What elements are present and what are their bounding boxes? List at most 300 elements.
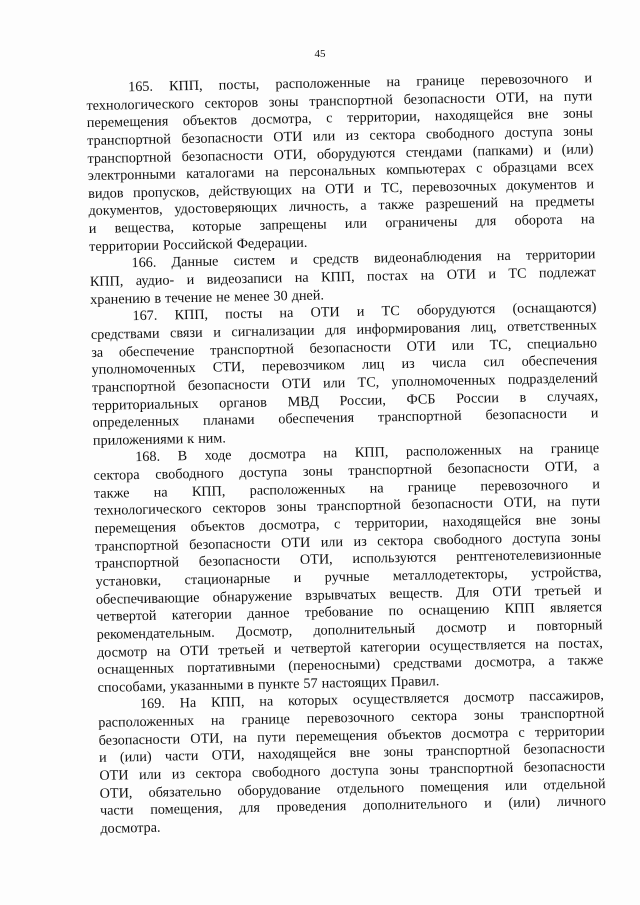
word: границе (407, 478, 457, 496)
word: помещения (419, 778, 489, 796)
word: территории, (354, 514, 429, 532)
word: приложениями (92, 431, 184, 449)
word: секторов (212, 500, 266, 518)
word: КПП, (210, 694, 245, 712)
word: КПП, (191, 483, 226, 500)
word: ОТИ (280, 534, 311, 551)
word: оснащению (418, 601, 490, 619)
word: ограничены (385, 214, 458, 232)
word: ОТИ, (503, 494, 537, 512)
word: аудио- (135, 272, 175, 290)
word: а (548, 653, 555, 670)
word: с (333, 516, 341, 533)
word: каталогами (186, 164, 255, 183)
word: КПП, (89, 273, 124, 291)
word: находящейся (434, 107, 514, 125)
word: категории (171, 606, 232, 624)
word: также (567, 652, 604, 669)
word: подразделений (507, 370, 598, 388)
word: на (369, 480, 384, 497)
word: осуществляется (429, 636, 526, 655)
word: лиц, (470, 319, 497, 336)
word: и (186, 272, 195, 289)
word: веществ. (389, 584, 443, 602)
word: 169. (139, 696, 165, 713)
word: безопасности (309, 338, 392, 357)
word: постах, (558, 634, 604, 652)
word: случаях, (546, 387, 599, 405)
word: личность, (289, 198, 349, 216)
word: зоны (302, 463, 333, 481)
word: территории (525, 246, 596, 264)
word: досмотра, (474, 653, 536, 671)
word: сектора (369, 126, 416, 144)
word: посты (225, 305, 263, 323)
word: ОТИ, (190, 730, 224, 747)
word: технологического (86, 95, 195, 114)
word: четвертой (290, 639, 352, 657)
word: территории (89, 237, 160, 255)
word: специально (526, 334, 598, 353)
word: безопасности (403, 89, 486, 108)
word: Для (455, 584, 480, 601)
word: ОТИ (281, 375, 311, 393)
word: указанными (169, 676, 244, 695)
word: границе (241, 711, 291, 729)
word: досмотра. (100, 819, 161, 837)
word: 168. (135, 449, 161, 466)
word: Данные (171, 253, 219, 271)
word: посты, (218, 76, 260, 94)
word: на (153, 484, 168, 501)
word: 165. (127, 78, 154, 96)
word: из (401, 355, 415, 373)
word: устройства, (530, 564, 602, 582)
document-body (86, 70, 606, 838)
word: третьей (218, 641, 265, 659)
word: на (539, 88, 554, 105)
word: в (519, 389, 527, 406)
word: и (543, 141, 552, 158)
word: и (273, 640, 282, 657)
word: или (451, 337, 475, 354)
word: перевозочного (306, 709, 395, 727)
word: документов (506, 176, 577, 194)
page-number: 45 (314, 48, 326, 60)
word: перемещения (295, 727, 378, 745)
word: на (534, 635, 550, 652)
word: вне (349, 745, 371, 762)
word: КПП, (320, 268, 355, 286)
word: на (279, 305, 294, 322)
word: и (592, 475, 600, 493)
word: а (593, 458, 600, 475)
word: используются (352, 549, 437, 568)
word: хранению (90, 290, 151, 308)
word: транспортной (316, 497, 401, 516)
word: Федерации. (236, 234, 308, 252)
word: Российской (162, 235, 233, 254)
word: обязательно (148, 783, 222, 801)
word: В (177, 448, 188, 465)
word: безопасности (98, 731, 181, 749)
word: транспортной (426, 742, 511, 760)
word: безопасности (181, 129, 263, 148)
word: на (294, 269, 309, 287)
word: транспортной (348, 461, 433, 480)
word: свободного (425, 125, 495, 143)
word: На (179, 695, 197, 712)
word: на (420, 267, 435, 284)
word: 166. (131, 255, 157, 272)
word: из (345, 127, 360, 144)
word: ТС (381, 303, 400, 320)
word: транспортной (87, 131, 172, 149)
word: на (232, 729, 248, 746)
word: менее (233, 288, 270, 305)
word: образцами (492, 159, 558, 177)
word: документов, (88, 202, 163, 220)
word: доступа (512, 529, 561, 547)
word: повторный (536, 617, 603, 635)
word: и (507, 618, 516, 635)
word: а (360, 198, 367, 215)
word: из (353, 533, 367, 550)
word: и (356, 304, 365, 321)
word: в (154, 290, 162, 307)
word: сил (483, 354, 505, 371)
word: на (301, 181, 316, 198)
word: России, (339, 391, 387, 409)
word: перевозочных (411, 177, 497, 196)
word: Правил. (390, 673, 440, 691)
word: безопасности (198, 552, 281, 571)
word: на (509, 195, 524, 212)
word: ОТИ (406, 337, 437, 355)
word: (переносными) (288, 656, 381, 675)
word: секторов (204, 94, 259, 112)
word: подлежат (538, 264, 596, 282)
word: также (378, 197, 415, 214)
word: дополнительного (362, 796, 468, 815)
word: зоны (473, 707, 504, 724)
word: безопасности (189, 535, 271, 553)
word: на (519, 441, 534, 459)
word: КПП, (168, 77, 203, 95)
word: транспортной (309, 91, 394, 110)
word: свободного (433, 530, 503, 549)
word: пассажиров, (528, 687, 605, 706)
word: сектора (410, 708, 458, 725)
word: видеонаблюдения (373, 248, 482, 267)
word: досмотра, (259, 516, 320, 534)
word: и (594, 581, 602, 598)
word: ТС, (380, 179, 403, 197)
word: транспортной (520, 705, 605, 723)
word: пункте (257, 675, 300, 693)
word: уполномоченных (91, 360, 196, 379)
word: вещества, (114, 219, 175, 237)
word: досмотр (463, 689, 515, 707)
word: или (504, 777, 528, 794)
word: досмотр (96, 643, 148, 661)
word: металлодетекторы, (392, 565, 508, 585)
word: третьей (534, 582, 582, 600)
word: органов (219, 394, 268, 412)
word: сектора (93, 467, 140, 485)
word: ТС, (489, 336, 512, 353)
word: личного (556, 793, 607, 811)
word: зоны (570, 511, 601, 528)
word: границе (416, 72, 465, 90)
word: границе (550, 440, 600, 458)
word: пропусков, (132, 183, 200, 201)
word: с (326, 110, 333, 127)
word: сектора (195, 765, 242, 783)
word: и (88, 220, 97, 238)
word: средствами (90, 325, 160, 343)
word: на (580, 211, 595, 228)
word: и (590, 405, 599, 422)
word: ОТИ, (273, 146, 307, 163)
word: (или) (561, 140, 594, 158)
word: систем (233, 252, 276, 270)
word: с (476, 160, 483, 177)
word: зоны (570, 528, 601, 546)
word: и (483, 795, 492, 812)
word: течение (164, 289, 213, 307)
word: пути (563, 87, 593, 105)
word: или (344, 215, 368, 233)
word: установки, (95, 572, 162, 590)
word: расположенных (98, 713, 195, 731)
word: взрывчатых (305, 586, 377, 604)
word: транспортной (209, 340, 294, 359)
word: всех (567, 158, 594, 175)
word: которых (287, 692, 339, 710)
word: рекомендательным. (96, 624, 215, 643)
word: лиц (361, 356, 385, 374)
word: обеспечения (521, 352, 598, 370)
word: ТС (508, 265, 527, 282)
word: на (210, 712, 225, 729)
word: ФСБ (406, 390, 436, 408)
word: зоны (268, 93, 299, 111)
word: ОТИ, (544, 458, 578, 476)
word: ОТИ (310, 304, 340, 322)
word: разрешений (425, 195, 499, 213)
word: или (320, 533, 344, 551)
word: удостоверяющих (174, 199, 278, 218)
word: объектов (182, 112, 238, 130)
word: территории, (346, 108, 421, 127)
word: обеспечение (118, 342, 195, 361)
word: за (91, 344, 104, 361)
word: безопасности (485, 406, 568, 424)
word: технологического (94, 501, 202, 520)
word: части (164, 748, 199, 765)
word: для (324, 322, 347, 339)
word: данное (247, 605, 290, 623)
word: МВД (287, 393, 319, 410)
word: зоны (276, 499, 307, 516)
word: для (475, 213, 497, 230)
word: стендами (405, 143, 463, 161)
word: доступа (504, 123, 553, 141)
word: оборудуются (416, 301, 496, 320)
word: (папками) (472, 141, 534, 160)
word: четвертой (96, 607, 157, 626)
word: безопасности (181, 147, 264, 165)
word: обеспечения (278, 410, 355, 428)
word: перемещения (86, 113, 169, 132)
word: видов (88, 185, 124, 202)
word: перемещения (94, 519, 177, 537)
word: безопасности (187, 376, 270, 394)
word: Досмотр, (235, 623, 293, 641)
word: обеспечивающие (95, 589, 200, 608)
word: стационарные (184, 570, 271, 589)
word: ОТИ (324, 180, 355, 198)
word: сектора (377, 532, 424, 550)
word: транспортной (429, 759, 514, 778)
word: вне (535, 512, 557, 529)
word: безопасности (447, 459, 530, 478)
word: зоны (389, 761, 420, 779)
word: предметы (535, 193, 595, 211)
word: по (388, 603, 404, 620)
word: транспортной (95, 554, 180, 573)
word: зоны (563, 123, 594, 140)
word: персональных (289, 162, 376, 181)
word: досмотра, (251, 110, 312, 129)
word: рентгенотелевизионные (455, 546, 602, 566)
word: 57 (303, 675, 318, 692)
word: с (518, 724, 525, 741)
word: и (363, 180, 372, 197)
word: ОТИ, (211, 747, 245, 765)
word: ним. (197, 430, 226, 447)
word: КПП, (174, 307, 209, 324)
word: ОТИ (273, 128, 303, 146)
word: для (238, 800, 261, 817)
word: запрещены (259, 216, 327, 234)
word: и (584, 70, 593, 87)
word: (или) (508, 794, 541, 812)
word: находящейся (257, 745, 337, 764)
word: проведения (276, 798, 347, 816)
word: или (322, 374, 346, 392)
word: на (264, 164, 280, 181)
word: на (386, 73, 401, 91)
word: ответственных (507, 317, 597, 335)
word: оснащенных (97, 660, 175, 679)
word: также (93, 484, 130, 502)
word: пути (571, 493, 601, 511)
word: действующих (208, 181, 293, 200)
word: ОТИ (446, 266, 477, 284)
word: ОТИ, (99, 784, 133, 802)
word: средствами (393, 655, 462, 673)
word: категории (360, 638, 421, 656)
word: находящейся (442, 512, 522, 531)
word: на (156, 642, 171, 660)
word: уполномоченных (391, 372, 496, 391)
word: пути (257, 728, 286, 746)
word: территориальных (92, 395, 199, 414)
word: и (293, 569, 302, 587)
word: КПП (504, 600, 535, 618)
word: зоны (562, 105, 593, 123)
word: ОТИ (179, 642, 210, 659)
word: помещения, (150, 800, 223, 819)
word: оборота (514, 212, 563, 229)
word: осуществляется (352, 690, 450, 709)
word: оборудуются (316, 144, 396, 163)
word: видеозаписи (206, 270, 283, 288)
word: сигнализации (231, 322, 315, 341)
word: планами (202, 412, 255, 429)
word: из (171, 766, 186, 783)
word: не (215, 288, 231, 306)
word: досмотра (248, 446, 306, 464)
word: перевозочного (480, 476, 569, 495)
word: ОТИ, (299, 551, 333, 569)
word: расположенных (249, 480, 346, 499)
word: и (213, 324, 221, 341)
word: определенных (92, 413, 180, 432)
word: или (138, 766, 162, 784)
word: электронными (87, 166, 176, 185)
word: к (187, 430, 195, 447)
word: и (586, 176, 595, 193)
word: является (549, 599, 603, 617)
word: КПП, (354, 444, 389, 462)
word: на (546, 494, 562, 511)
word: транспортной (377, 408, 462, 426)
word: расположенных (405, 442, 502, 461)
word: на (496, 248, 511, 265)
word: ТС, (357, 374, 380, 391)
word: ходе (204, 447, 232, 465)
word: свободного (155, 465, 224, 483)
word: которые (192, 218, 242, 236)
word: части (99, 802, 134, 820)
word: информирования (356, 319, 461, 338)
word: перевозчиком (261, 357, 346, 375)
word: ручные (324, 568, 370, 586)
word: средств (312, 251, 359, 269)
word: свободного (251, 763, 321, 781)
word: вне (527, 106, 549, 123)
word: зоны (383, 744, 414, 761)
word: 30 (273, 287, 288, 305)
word: досмотра (451, 724, 509, 742)
word: числа (431, 355, 467, 372)
word: транспортной (87, 148, 172, 167)
word: и (98, 750, 107, 767)
word: безопасности (523, 758, 606, 776)
word: способами, (97, 678, 167, 696)
word: ОТИ (492, 583, 522, 600)
word: 167. (132, 308, 158, 325)
word: отдельного (336, 779, 405, 797)
word: ОТИ, (495, 89, 529, 106)
word: портативными (186, 658, 276, 677)
word: связи (169, 324, 203, 342)
word: дополнительный (313, 620, 416, 639)
word: территории (534, 722, 605, 741)
